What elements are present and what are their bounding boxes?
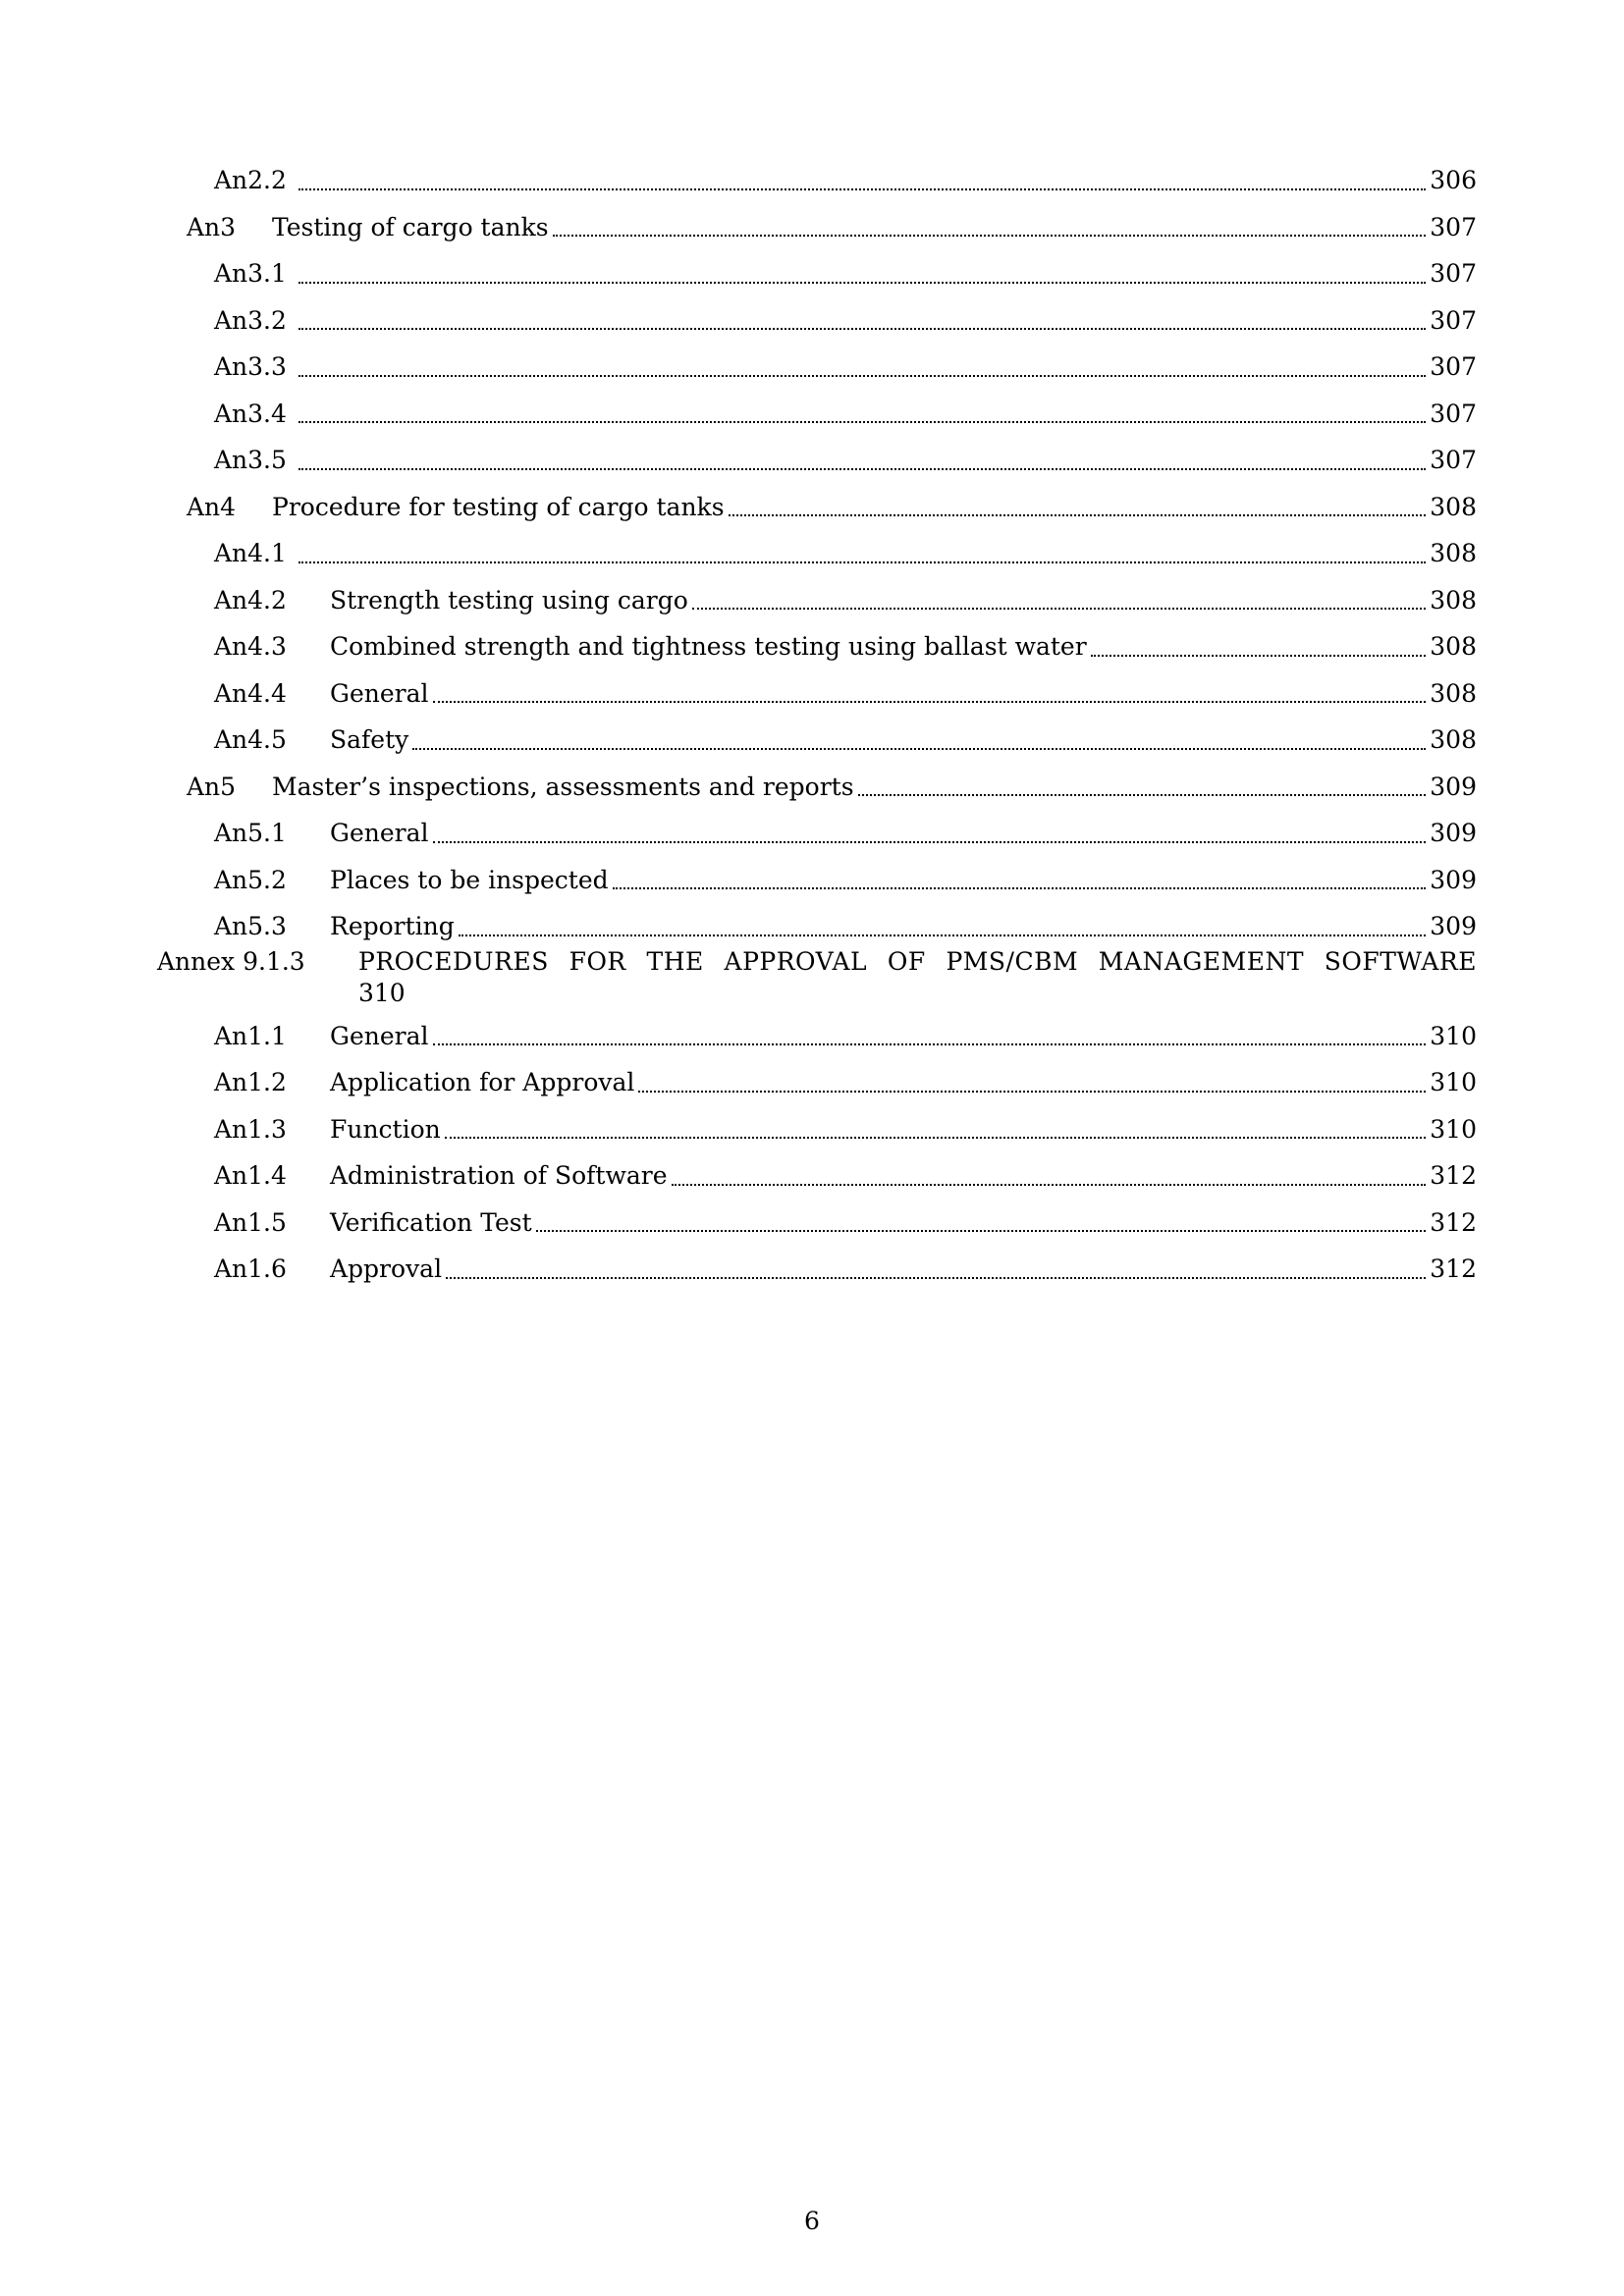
toc-entry-page: 307: [1430, 305, 1477, 335]
dot-leader: [446, 1277, 1426, 1279]
toc-entry-page: 312: [1430, 1255, 1477, 1284]
dot-leader: [638, 1091, 1426, 1093]
toc-entry-an4-3[interactable]: [0, 623, 1624, 670]
toc-entry-an3-5[interactable]: [0, 437, 1624, 484]
dot-leader: [672, 1184, 1427, 1186]
dot-leader: [1091, 655, 1427, 657]
toc-entry-number: An3.2: [214, 305, 287, 335]
toc-entry-an3-4[interactable]: [0, 391, 1624, 438]
toc-entry-an4[interactable]: [0, 484, 1624, 531]
toc-entry-title: Verification Test: [330, 1207, 532, 1237]
toc-entry-page: 310: [358, 978, 406, 1007]
toc-entry-page: 308: [1430, 585, 1477, 614]
toc-entry-number: Annex 9.1.3: [157, 946, 305, 976]
toc-entry-an1-4[interactable]: [0, 1152, 1624, 1200]
toc-entry-an1-5[interactable]: [0, 1200, 1624, 1247]
toc-entry-title: Places to be inspected: [330, 865, 609, 894]
toc-entry-an4-4[interactable]: [0, 670, 1624, 718]
toc-entry-number: An4.5: [214, 725, 287, 755]
dot-leader: [298, 328, 1426, 330]
toc-entry-page: 307: [1430, 259, 1477, 289]
dot-leader: [298, 375, 1426, 377]
toc-entry-an1-1[interactable]: [0, 1013, 1624, 1060]
toc-entry-an5[interactable]: [0, 764, 1624, 811]
toc-entry-number: An4: [187, 492, 237, 521]
toc-entry-an2-2[interactable]: [0, 157, 1624, 204]
toc-entry-page: 312: [1430, 1161, 1477, 1191]
toc-entry-page: 309: [1430, 865, 1477, 894]
toc-entry-page: 309: [1430, 819, 1477, 848]
dot-leader: [298, 468, 1426, 470]
toc-entry-page: 308: [1430, 632, 1477, 662]
toc-entry-page: 309: [1430, 912, 1477, 941]
toc-entry-number: An1.2: [214, 1068, 287, 1097]
toc-entry-page: 310: [1430, 1114, 1477, 1144]
toc-entry-title: Application for Approval: [330, 1068, 635, 1097]
toc-entry-an5-1[interactable]: [0, 810, 1624, 857]
toc-entry-number: An3.4: [214, 399, 287, 428]
toc-entry-title: Approval: [330, 1255, 443, 1284]
toc-entry-page: 308: [1430, 492, 1477, 521]
toc-entry-an3-3[interactable]: [0, 344, 1624, 391]
toc-entry-title: Master’s inspections, assessments and reports: [272, 772, 854, 801]
toc-entry-an1-6[interactable]: [0, 1246, 1624, 1293]
toc-entry-number: An2.2: [214, 166, 287, 195]
toc-entry-number: An5.3: [214, 912, 287, 941]
toc-entry-number: An3.3: [214, 352, 287, 382]
toc-entry-page: 307: [1430, 352, 1477, 382]
toc-entry-number: An3: [187, 212, 237, 241]
toc-entry-page: 310: [1430, 1068, 1477, 1097]
toc-entry-page: 308: [1430, 539, 1477, 568]
toc-entry-title: General: [330, 678, 429, 708]
toc-entry-page: 307: [1430, 399, 1477, 428]
table-of-contents: [0, 157, 1624, 1293]
toc-entry-page: 309: [1430, 772, 1477, 801]
toc-entry-number: An1.3: [214, 1114, 287, 1144]
toc-entry-title: Testing of cargo tanks: [272, 212, 549, 241]
toc-entry-number: An5: [187, 772, 237, 801]
toc-entry-an4-5[interactable]: [0, 717, 1624, 764]
toc-entry-title: General: [330, 1021, 429, 1050]
toc-entry-annex-9-1-3[interactable]: [0, 946, 1624, 1009]
toc-entry-number: An1.6: [214, 1255, 287, 1284]
toc-entry-an3-2[interactable]: [0, 297, 1624, 345]
toc-entry-page: 308: [1430, 678, 1477, 708]
toc-entry-number: An1.4: [214, 1161, 287, 1191]
toc-entry-title: Combined strength and tightness testing using ballast water: [330, 632, 1087, 662]
toc-entry-number: An1.5: [214, 1207, 287, 1237]
toc-entry-title: PROCEDURES FOR THE APPROVAL OF PMS/CBM MANAGEMENT SOFTWARE: [358, 946, 1477, 976]
dot-leader: [433, 1043, 1427, 1045]
dot-leader: [412, 748, 1426, 750]
toc-entry-page: 308: [1430, 725, 1477, 755]
toc-entry-title: Procedure for testing of cargo tanks: [272, 492, 725, 521]
dot-leader: [445, 1137, 1427, 1139]
dot-leader: [729, 514, 1427, 516]
toc-entry-an3-1[interactable]: [0, 250, 1624, 297]
toc-entry-number: An4.4: [214, 678, 287, 708]
toc-entry-number: An4.1: [214, 539, 287, 568]
toc-entry-an1-2[interactable]: [0, 1059, 1624, 1106]
toc-entry-title: Function: [330, 1114, 441, 1144]
toc-entry-title: Strength testing using cargo: [330, 585, 688, 614]
toc-entry-page: 307: [1430, 212, 1477, 241]
toc-entry-an3[interactable]: [0, 204, 1624, 251]
toc-entry-page: 312: [1430, 1207, 1477, 1237]
toc-entry-title: Safety: [330, 725, 409, 755]
toc-entry-number: An5.1: [214, 819, 287, 848]
dot-leader: [692, 608, 1427, 610]
dot-leader: [536, 1230, 1427, 1232]
toc-entry-title: Administration of Software: [330, 1161, 668, 1191]
toc-entry-title: General: [330, 819, 429, 848]
dot-leader: [298, 561, 1426, 563]
dot-leader: [298, 421, 1426, 423]
dot-leader: [298, 282, 1426, 284]
dot-leader: [858, 794, 1427, 796]
page-number: 6: [804, 2207, 820, 2235]
toc-entry-number: An5.2: [214, 865, 287, 894]
dot-leader: [298, 188, 1426, 190]
toc-entry-an5-3[interactable]: [0, 903, 1624, 950]
toc-entry-number: An1.1: [214, 1021, 287, 1050]
annex-title-block: [358, 946, 1477, 1009]
toc-entry-an4-1[interactable]: [0, 530, 1624, 577]
toc-entry-an1-3[interactable]: [0, 1106, 1624, 1153]
dot-leader: [553, 235, 1427, 237]
dot-leader: [433, 841, 1427, 843]
toc-entry-page: 306: [1430, 166, 1477, 195]
toc-entry-title: Reporting: [330, 912, 455, 941]
toc-entry-number: An3.5: [214, 446, 287, 475]
dot-leader: [433, 701, 1427, 703]
toc-entry-number: An4.3: [214, 632, 287, 662]
toc-entry-number: An3.1: [214, 259, 287, 289]
toc-entry-page: 307: [1430, 446, 1477, 475]
dot-leader: [613, 887, 1427, 889]
toc-entry-number: An4.2: [214, 585, 287, 614]
toc-entry-an5-2[interactable]: [0, 857, 1624, 904]
toc-entry-page: 310: [1430, 1021, 1477, 1050]
dot-leader: [459, 934, 1427, 936]
toc-entry-an4-2[interactable]: [0, 577, 1624, 624]
